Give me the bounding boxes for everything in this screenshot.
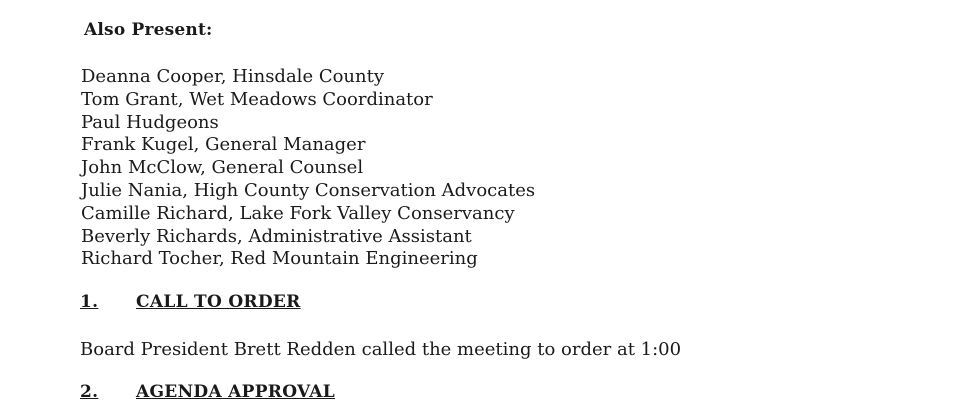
attendee-item: Deanna Cooper, Hinsdale County — [81, 66, 385, 87]
attendee-item: Richard Tocher, Red Mountain Engineering — [81, 248, 478, 270]
attendee-item: Tom Grant, Wet Meadows Coordinator — [81, 88, 433, 110]
section-heading-agenda-approval — [80, 382, 335, 402]
section-number: 1. — [80, 292, 99, 312]
call-to-order-paragraph: Board President Brett Redden called the meeting to order at 1:00 — [80, 339, 682, 360]
attendee-item: John McClow, General Counsel — [81, 157, 364, 179]
section-title: AGENDA APPROVAL — [136, 382, 335, 402]
section-number: 2. — [80, 382, 99, 402]
attendee-item: Beverly Richards, Administrative Assistant — [81, 225, 472, 247]
attendee-list — [81, 66, 535, 271]
attendee-item: Frank Kugel, General Manager — [81, 134, 366, 156]
attendee-item: Julie Nania, High County Conservation Advocates — [81, 179, 536, 201]
section-title: CALL TO ORDER — [136, 292, 301, 312]
attendee-item: Camille Richard, Lake Fork Valley Conservancy — [81, 202, 515, 224]
also-present-heading: Also Present: — [84, 20, 213, 40]
section-heading-call-to-order — [80, 292, 301, 312]
attendee-item: Paul Hudgeons — [81, 111, 219, 133]
